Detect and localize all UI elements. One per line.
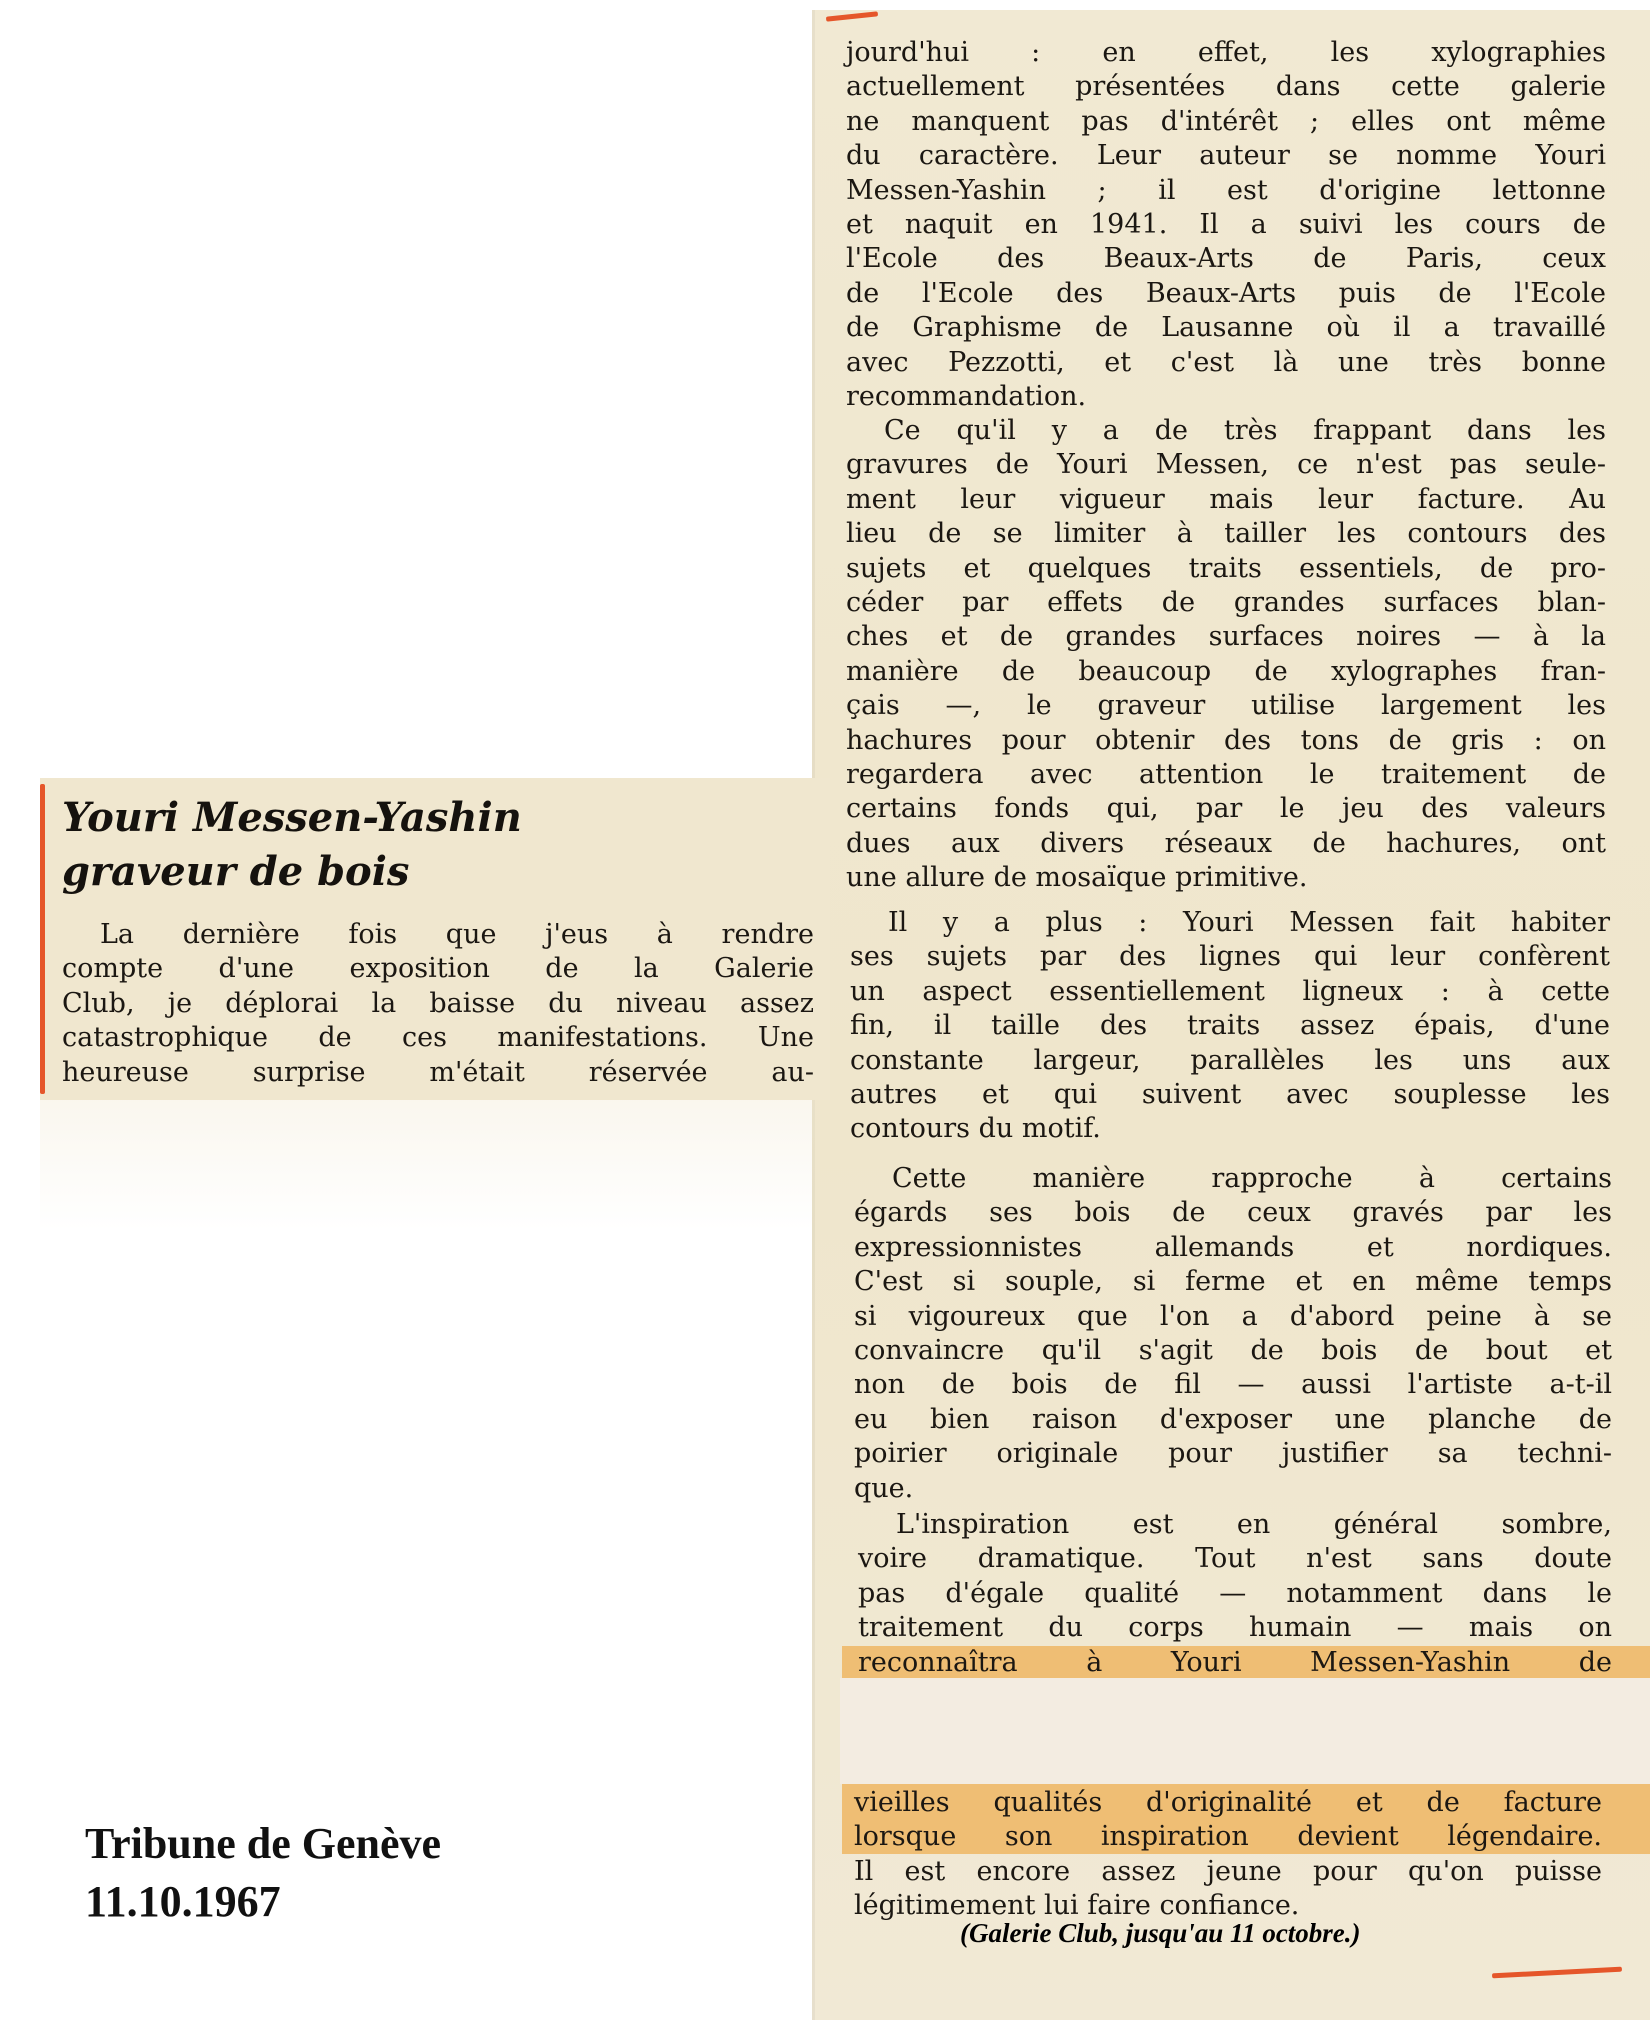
- text-line: Messen-Yashin ; il est d'origine lettonne: [846, 174, 1606, 206]
- text-line: La dernière fois que j'eus à rendre: [100, 919, 814, 950]
- text-line: non de bois de fil — aussi l'artiste a-t-il: [854, 1369, 1612, 1401]
- text-line: avec Pezzotti, et c'est là une très bonne: [846, 346, 1606, 378]
- text-line: et naquit en 1941. Il a suivi les cours de: [846, 209, 1606, 241]
- text-line: actuellement présentées dans cette galerie: [846, 71, 1606, 103]
- text-line: L'inspiration est en général sombre,: [896, 1509, 1612, 1540]
- text-line: pas d'égale qualité — notamment dans le: [858, 1577, 1612, 1609]
- text-line: certains fonds qui, par le jeu des valeurs: [846, 793, 1606, 825]
- publication-date: 11.10.1967: [85, 1877, 281, 1926]
- text-line: si vigoureux que l'on a d'abord peine à se: [854, 1300, 1612, 1332]
- text-line: expressionnistes allemands et nordiques.: [854, 1231, 1612, 1263]
- text-line: reconnaîtra à Youri Messen-Yashin de: [858, 1646, 1612, 1678]
- text-line: que.: [854, 1472, 914, 1504]
- paragraph-1: [846, 36, 1606, 414]
- text-line: de Graphisme de Lausanne où il a travaillé: [846, 312, 1606, 344]
- text-line: jourd'hui : en effet, les xylographies: [846, 37, 1606, 68]
- text-line: céder par effets de grandes surfaces blan-: [846, 587, 1606, 619]
- torn-paper-shadow: [40, 1100, 820, 1230]
- paragraph-4: [854, 1162, 1612, 1506]
- intro-paragraph: [62, 918, 814, 1090]
- text-line: sujets et quelques traits essentiels, de pro-: [846, 552, 1606, 584]
- orange-marker-bottom: [1492, 1967, 1622, 1979]
- text-line: ment leur vigueur mais leur facture. Au: [846, 483, 1606, 515]
- text-line: un aspect essentiellement ligneux : à cette: [850, 975, 1610, 1007]
- text-line: eu bien raison d'exposer une planche de: [854, 1403, 1612, 1435]
- text-line: manière de beaucoup de xylographes fran-: [846, 655, 1606, 687]
- text-line: de l'Ecole des Beaux-Arts puis de l'Ecole: [846, 277, 1606, 309]
- text-line: recommandation.: [846, 381, 1087, 413]
- text-line: poirier originale pour justifier sa techni-: [854, 1438, 1612, 1470]
- text-line: lorsque son inspiration devient légendaire.: [854, 1821, 1602, 1853]
- text-line: ses sujets par des lignes qui leur confèrent: [850, 941, 1610, 973]
- headline-line-2: graveur de bois: [62, 848, 410, 895]
- text-line: Il y a plus : Youri Messen fait habiter: [888, 907, 1610, 938]
- text-line: Cette manière rapproche à certains: [892, 1163, 1612, 1194]
- text-line: traitement du corps humain — mais on: [858, 1612, 1612, 1644]
- text-line: Il est encore assez jeune pour qu'on puisse: [854, 1855, 1602, 1887]
- publication-name: Tribune de Genève: [85, 1819, 442, 1868]
- text-line: heureuse surprise m'était réservée au-: [62, 1056, 814, 1088]
- text-line: çais —, le graveur utilise largement les: [846, 690, 1606, 722]
- exhibition-signoff: (Galerie Club, jusqu'au 11 octobre.): [960, 1918, 1361, 1948]
- headline-clipping: [40, 778, 830, 1100]
- text-line: catastrophique de ces manifestations. Une: [62, 1022, 814, 1054]
- orange-marker-left: [40, 784, 45, 1094]
- text-line: hachures pour obtenir des tons de gris : on: [846, 724, 1606, 756]
- text-line: égards ses bois de ceux gravés par les: [854, 1197, 1612, 1229]
- blank-paper-area: [840, 1678, 1650, 1784]
- paragraph-2: [846, 414, 1606, 896]
- text-line: du caractère. Leur auteur se nomme Youri: [846, 140, 1606, 172]
- paragraph-5: [858, 1508, 1612, 1680]
- text-line: ches et de grandes surfaces noires — à la: [846, 621, 1606, 653]
- text-line: dues aux divers réseaux de hachures, ont: [846, 827, 1606, 859]
- text-line: vieilles qualités d'originalité et de facture: [854, 1787, 1602, 1818]
- text-line: l'Ecole des Beaux-Arts de Paris, ceux: [846, 243, 1606, 275]
- text-line: regardera avec attention le traitement de: [846, 759, 1606, 791]
- text-line: contours du motif.: [850, 1113, 1101, 1145]
- text-line: fin, il taille des traits assez épais, d'une: [850, 1010, 1610, 1042]
- text-line: Club, je déplorai la baisse du niveau assez: [62, 987, 814, 1019]
- text-line: C'est si souple, si ferme et en même temps: [854, 1266, 1612, 1298]
- text-line: Ce qu'il y a de très frappant dans les: [884, 415, 1606, 446]
- text-line: compte d'une exposition de la Galerie: [62, 953, 814, 985]
- text-line: lieu de se limiter à tailler les contours des: [846, 518, 1606, 550]
- text-line: convaincre qu'il s'agit de bois de bout et: [854, 1335, 1612, 1367]
- text-line: voire dramatique. Tout n'est sans doute: [858, 1543, 1612, 1575]
- text-line: légitimement lui faire confiance.: [854, 1890, 1300, 1922]
- paragraph-3: [850, 906, 1610, 1147]
- text-line: autres et qui suivent avec souplesse les: [850, 1079, 1610, 1111]
- headline-line-1: Youri Messen-Yashin: [62, 794, 522, 841]
- text-line: gravures de Youri Messen, ce n'est pas seule-: [846, 449, 1606, 481]
- text-line: ne manquent pas d'intérêt ; elles ont même: [846, 105, 1606, 137]
- text-line: une allure de mosaïque primitive.: [846, 862, 1308, 894]
- text-line: constante largeur, parallèles les uns aux: [850, 1044, 1610, 1076]
- paragraph-6: [854, 1786, 1602, 1924]
- orange-marker-top: [826, 11, 878, 21]
